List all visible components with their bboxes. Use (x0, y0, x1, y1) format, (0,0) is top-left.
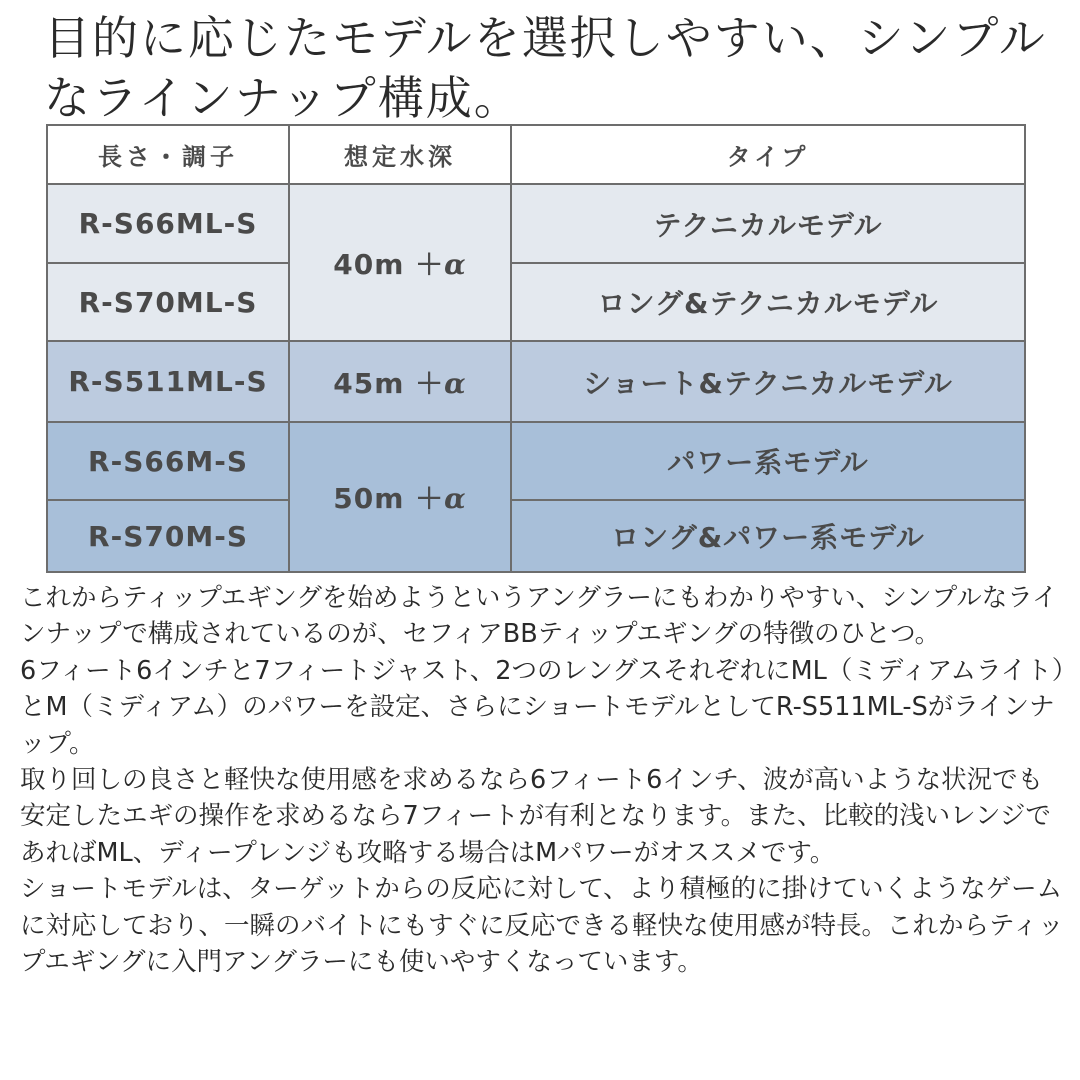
lineup-table (46, 124, 1026, 573)
depth-alpha: α (444, 366, 467, 400)
model-cell: R-S66M-S (47, 422, 289, 500)
paragraph: 6フィート6インチと7フィートジャスト、2つのレングスそれぞれにML（ミディアムライト）とM（ミディアム）のパワーを設定、さらにショートモデルとしてR-S511ML-Sがラインナップ。 (20, 655, 1065, 759)
table-row (47, 500, 1025, 572)
depth-cell (289, 422, 511, 572)
header-type: タイプ (511, 125, 1025, 184)
depth-alpha: α (444, 482, 467, 515)
depth-cell (289, 341, 511, 422)
type-cell: ロング&パワー系モデル (511, 500, 1025, 572)
model-cell: R-S70ML-S (47, 263, 289, 341)
type-cell: ロング&テクニカルモデル (511, 263, 1025, 341)
table-row (47, 263, 1025, 341)
paragraph: 取り回しの良さと軽快な使用感を求めるなら6フィート6インチ、波が高いような状況でも安定したエギの操作を求めるなら7フィートが有利となります。また、比較的浅いレンジであればML、ディープレンジも攻略する場合はMパワーがオススメです。 (20, 765, 1051, 868)
header-depth: 想定水深 (289, 125, 511, 184)
model-cell: R-S70M-S (47, 500, 289, 572)
page-title: 目的に応じたモデルを選択しやすい、シンプルなラインナップ構成。 (44, 11, 1047, 125)
type-cell: パワー系モデル (511, 422, 1025, 500)
table-row (47, 422, 1025, 500)
table-row (47, 184, 1025, 263)
type-cell: ショート&テクニカルモデル (511, 341, 1025, 422)
model-cell: R-S66ML-S (47, 184, 289, 263)
table-row (47, 341, 1025, 422)
table-header-row (47, 125, 1025, 184)
depth-cell (289, 184, 511, 341)
description (20, 580, 1065, 980)
model-cell: R-S511ML-S (47, 341, 289, 422)
paragraph: ショートモデルは、ターゲットからの反応に対して、より積極的に掛けていくようなゲームに対応しており、一瞬のバイトにもすぐに反応できる軽快な使用感が特長。これからティップエギングに入門アングラーにも使いやすくなっています。 (20, 874, 1064, 978)
type-cell: テクニカルモデル (511, 184, 1025, 263)
depth-value: 45m ＋ (333, 366, 445, 400)
depth-alpha: α (444, 247, 467, 281)
paragraph: これからティップエギングを始めようというアングラーにもわかりやすい、シンプルなラインナップで構成されているのが、セフィアBBティップエギングの特徴のひとつ。 (20, 583, 1058, 650)
depth-value: 40m ＋ (333, 247, 445, 281)
depth-value: 50m ＋ (333, 482, 445, 515)
header-length-action: 長さ・調子 (47, 125, 289, 184)
